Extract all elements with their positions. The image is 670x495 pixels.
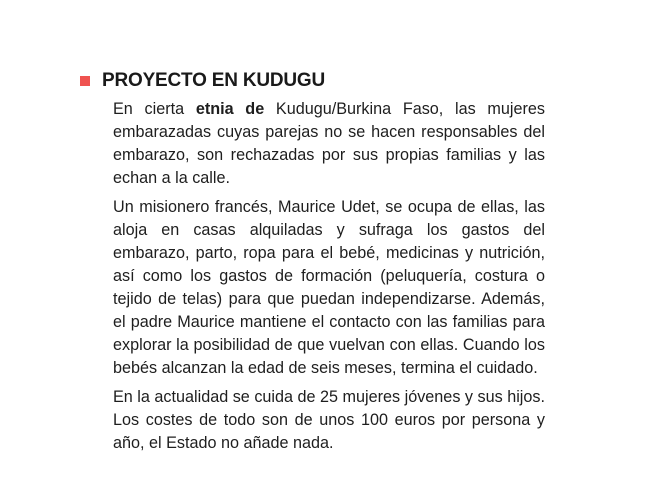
section-body: [113, 98, 545, 455]
square-bullet-icon: [80, 76, 90, 86]
paragraph-1: [113, 98, 545, 190]
section-heading: [80, 68, 550, 94]
paragraph-2: Un misionero francés, Maurice Udet, se ocupa de ellas, las aloja en casas alquiladas y sufraga los gastos del embarazo, parto, ropa para el bebé, medicinas y nutrición, así como los gastos de formación (peluquería, costura o tejido de telas) para que puedan independizarse. Además, el padre Maurice mantiene el contacto con las familias para explorar la posibilidad de que vuelvan con ellas. Cuando los bebés alcanzan la edad de seis meses, termina el cuidado.: [113, 198, 545, 377]
paragraph-3: En la actualidad se cuida de 25 mujeres jóvenes y sus hijos. Los costes de todo son de unos 100 euros por persona y año, el Estado no añade nada.: [113, 388, 545, 452]
project-section: [80, 68, 550, 461]
paragraph-1-lead: En cierta: [113, 100, 196, 118]
section-title: PROYECTO EN KUDUGU: [102, 70, 326, 91]
paragraph-1-rest: Kudugu/Burkina Faso, las mujeres embarazadas cuyas parejas no se hacen responsables del embarazo, son rechazadas por sus propias familias y las echan a la calle.: [113, 100, 545, 187]
paragraph-1-bold: etnia de: [195, 100, 265, 118]
